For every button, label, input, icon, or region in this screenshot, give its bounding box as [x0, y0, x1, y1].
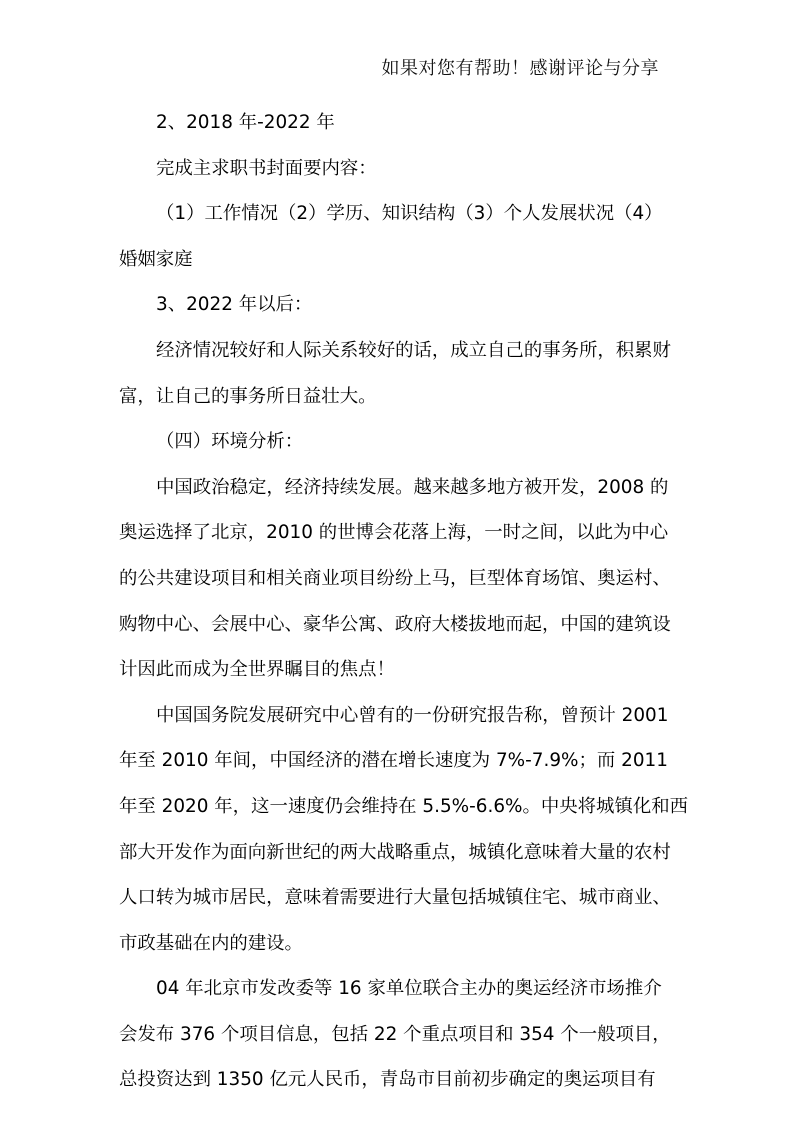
text-line: 市政基础在内的建设。 — [119, 932, 303, 954]
text-line: 完成主求职书封面要内容： — [156, 157, 377, 179]
text-line: 经济情况较好和人际关系较好的话，成立自己的事务所，积累财 — [156, 339, 671, 361]
paragraph-china-development — [119, 465, 673, 693]
text-line: （四）环境分析： — [156, 431, 304, 453]
paragraph-economic-growth — [119, 693, 689, 967]
text-line: 2、2018 年-2022 年 — [156, 112, 335, 133]
text-line — [119, 191, 673, 237]
paragraph-olympic-projects — [119, 966, 673, 1103]
text-line: 的公共建设项目和相关商业项目纷纷上马，巨型体育场馆、奥运村、 — [119, 567, 671, 589]
text-line: 年至 2020 年，这一速度仍会维持在 5.5%-6.6%。中央将城镇化和西 — [119, 795, 689, 817]
text-line: 中国政治稳定，经济持续发展。越来越多地方被开发，2008 的 — [156, 476, 669, 498]
text-line: 婚姻家庭 — [119, 248, 193, 270]
text-line: 总投资达到 1350 亿元人民币，青岛市目前初步确定的奥运项目有 — [119, 1069, 656, 1091]
text-line: 购物中心、会展中心、豪华公寓、政府大楼拔地而起，中国的建筑设 — [119, 613, 671, 635]
text-line: 年至 2010 年间，中国经济的潜在增长速度为 7%-7.9%；而 2011 — [119, 750, 668, 772]
paragraph-firm-plan — [119, 328, 673, 419]
paragraph-section-3-heading — [119, 282, 673, 328]
text-line-content: （1）工作情况（2）学历、知识结构（3）个人发展状况（4） — [156, 203, 663, 225]
text-line: 会发布 376 个项目信息，包括 22 个重点项目和 354 个一般项目， — [119, 1023, 671, 1045]
text-line: 富，让自己的事务所日益壮大。 — [119, 385, 377, 407]
text-line: 中国国务院发展研究中心曾有的一份研究报告称，曾预计 2001 — [156, 704, 669, 726]
text-line: 3、2022 年以后： — [156, 294, 313, 316]
text-line: 奥运选择了北京，2010 的世博会花落上海，一时之间，以此为中心 — [119, 522, 669, 544]
text-line: 计因此而成为全世界瞩目的焦点！ — [119, 659, 395, 681]
paragraph-cover-content-heading — [119, 146, 673, 192]
text-line: 04 年北京市发改委等 16 家单位联合主办的奥运经济市场推介 — [156, 978, 662, 1000]
paragraph-environment-heading — [119, 419, 673, 465]
text-line: 人口转为城市居民，意味着需要进行大量包括城镇住宅、城市商业、 — [119, 887, 671, 909]
text-line: 部大开发作为面向新世纪的两大战略重点，城镇化意味着大量的农村 — [119, 841, 671, 863]
paragraph-cover-content-items — [119, 191, 673, 282]
document-body — [119, 100, 689, 1103]
paragraph-section-2-heading — [119, 100, 673, 146]
page-header: 如果对您有帮助！感谢评论与分享 — [381, 58, 659, 79]
